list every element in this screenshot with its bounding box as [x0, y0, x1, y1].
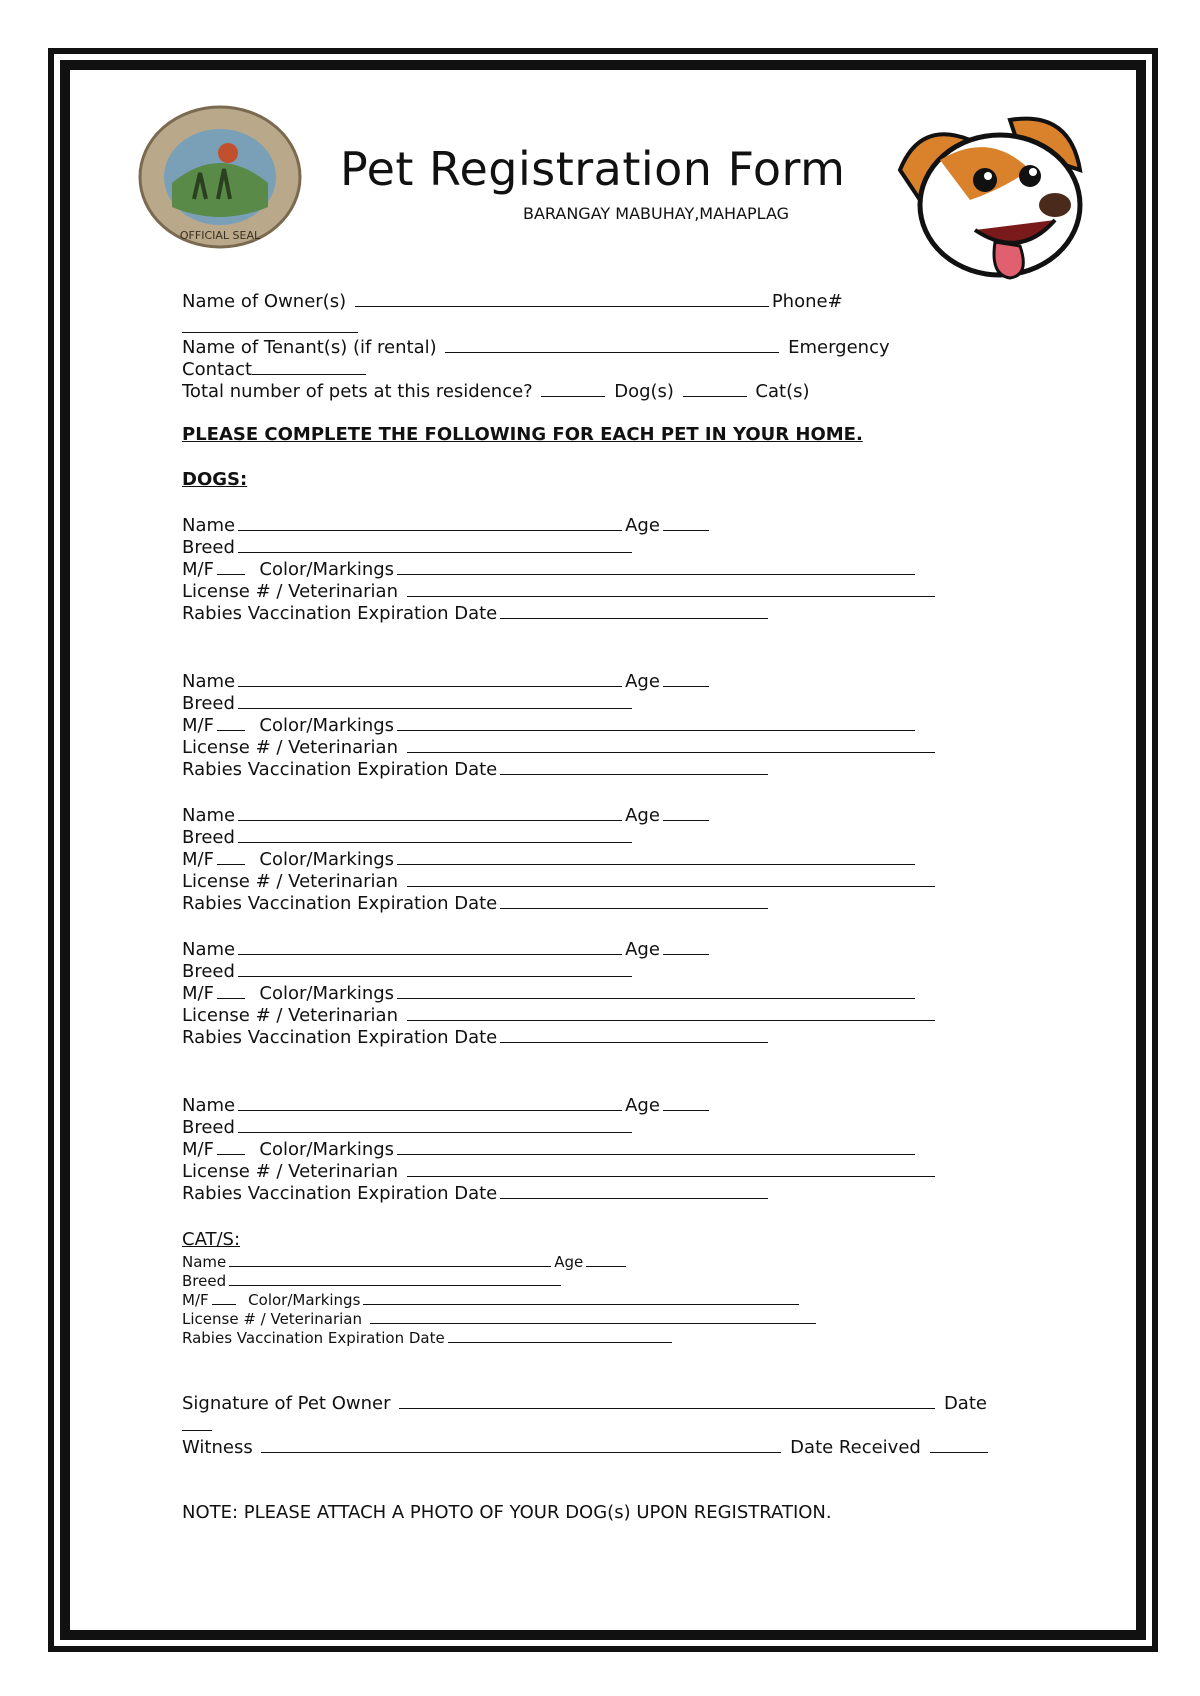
breed-label: Breed — [182, 827, 235, 848]
tenant-field[interactable] — [445, 336, 779, 353]
dog-3-breed-field[interactable] — [238, 826, 632, 843]
dog-5-rabies-row — [182, 1182, 771, 1205]
cat-breed-row — [182, 1272, 564, 1291]
cat-license-field[interactable] — [370, 1310, 816, 1324]
owner-name-field[interactable] — [355, 290, 769, 307]
dog-1-age-field[interactable] — [663, 514, 709, 531]
dog-5-color-field[interactable] — [397, 1138, 915, 1155]
sex-label: M/F — [182, 559, 214, 580]
dog-1-name-row — [182, 514, 712, 537]
name-label: Name — [182, 671, 236, 692]
dog-1-sex-field[interactable] — [217, 558, 245, 575]
license-label: License # / Veterinarian — [182, 581, 398, 602]
breed-label: Breed — [182, 1117, 235, 1138]
color-label: Color/Markings — [259, 715, 395, 736]
color-label: Color/Markings — [259, 1139, 395, 1160]
dogs-heading: DOGS: — [182, 469, 248, 490]
cats-count-field[interactable] — [683, 380, 747, 397]
contact-row — [182, 358, 369, 381]
dog-5-name-field[interactable] — [238, 1094, 622, 1111]
license-label: License # / Veterinarian — [182, 1310, 362, 1328]
dog-5-breed-row — [182, 1116, 635, 1139]
dog-3-license-row — [182, 870, 938, 893]
rabies-label: Rabies Vaccination Expiration Date — [182, 1027, 498, 1048]
dog-4-license-field[interactable] — [407, 1004, 935, 1021]
dog-4-age-field[interactable] — [663, 938, 709, 955]
dog-3-name-field[interactable] — [238, 804, 622, 821]
owner-name-label: Name of Owner(s) — [182, 291, 347, 312]
dog-5-breed-field[interactable] — [238, 1116, 632, 1133]
rabies-label: Rabies Vaccination Expiration Date — [182, 893, 498, 914]
dog-4-rabies-row — [182, 1026, 771, 1049]
dogs-count-label: Dog(s) — [614, 381, 674, 402]
cat-sex-field[interactable] — [212, 1291, 236, 1305]
dog-4-sex-row — [182, 982, 918, 1005]
color-label: Color/Markings — [259, 559, 395, 580]
license-label: License # / Veterinarian — [182, 871, 398, 892]
dog-5-license-field[interactable] — [407, 1160, 935, 1177]
color-label: Color/Markings — [259, 849, 395, 870]
cats-count-label: Cat(s) — [755, 381, 810, 402]
dog-4-name-field[interactable] — [238, 938, 622, 955]
sex-label: M/F — [182, 1291, 209, 1309]
dog-2-license-row — [182, 736, 938, 759]
dog-2-age-field[interactable] — [663, 670, 709, 687]
dog-2-sex-field[interactable] — [217, 714, 245, 731]
cat-license-row — [182, 1310, 819, 1329]
cat-rabies-row — [182, 1329, 675, 1348]
dog-1-license-row — [182, 580, 938, 603]
dog-5-name-row — [182, 1094, 712, 1117]
dog-1-rabies-field[interactable] — [500, 602, 768, 619]
license-label: License # / Veterinarian — [182, 737, 398, 758]
page-subtitle: BARANGAY MABUHAY,MAHAPLAG — [523, 204, 790, 223]
emergency-label: Emergency — [788, 337, 890, 358]
dog-2-name-field[interactable] — [238, 670, 622, 687]
dog-3-name-row — [182, 804, 712, 827]
dog-2-breed-field[interactable] — [238, 692, 632, 709]
svg-text:OFFICIAL SEAL: OFFICIAL SEAL — [179, 229, 261, 242]
color-label: Color/Markings — [248, 1291, 361, 1309]
owner-signature-label: Signature of Pet Owner — [182, 1393, 391, 1414]
cat-color-field[interactable] — [363, 1291, 799, 1305]
official-seal-icon — [132, 103, 308, 255]
dog-5-sex-row — [182, 1138, 918, 1161]
sex-label: M/F — [182, 849, 214, 870]
age-label: Age — [625, 939, 660, 960]
dog-1-color-field[interactable] — [397, 558, 915, 575]
dog-3-rabies-row — [182, 892, 771, 915]
dog-1-sex-row — [182, 558, 918, 581]
dog-2-breed-row — [182, 692, 635, 715]
sex-label: M/F — [182, 715, 214, 736]
cats-heading: CAT/S: — [182, 1229, 241, 1250]
photo-note: NOTE: PLEASE ATTACH A PHOTO OF YOUR DOG(s) UPON REGISTRATION. — [182, 1502, 832, 1523]
sex-label: M/F — [182, 983, 214, 1004]
dog-2-rabies-row — [182, 758, 771, 781]
dog-5-sex-field[interactable] — [217, 1138, 245, 1155]
cat-name-field[interactable] — [229, 1253, 551, 1267]
cartoon-dog-icon — [880, 110, 1100, 290]
owner-signature-row — [182, 1392, 987, 1415]
phone-field[interactable] — [182, 316, 358, 333]
date-received-label: Date Received — [790, 1437, 921, 1458]
cat-name-row — [182, 1253, 629, 1272]
dog-4-sex-field[interactable] — [217, 982, 245, 999]
dogs-count-field[interactable] — [541, 380, 605, 397]
date-field[interactable] — [182, 1414, 212, 1431]
dog-4-color-field[interactable] — [397, 982, 915, 999]
dog-3-age-field[interactable] — [663, 804, 709, 821]
sex-label: M/F — [182, 1139, 214, 1160]
total-pets-label: Total number of pets at this residence? — [182, 381, 533, 402]
witness-row — [182, 1436, 991, 1459]
dog-3-sex-field[interactable] — [217, 848, 245, 865]
tenant-row — [182, 336, 890, 359]
page-title: Pet Registration Form — [340, 142, 846, 196]
dog-2-license-field[interactable] — [407, 736, 935, 753]
age-label: Age — [625, 805, 660, 826]
dog-4-breed-field[interactable] — [238, 960, 632, 977]
name-label: Name — [182, 1253, 227, 1271]
license-label: License # / Veterinarian — [182, 1161, 398, 1182]
cat-breed-field[interactable] — [229, 1272, 561, 1286]
date-label: Date — [943, 1393, 987, 1414]
rabies-label: Rabies Vaccination Expiration Date — [182, 603, 498, 624]
age-label: Age — [554, 1253, 584, 1271]
name-label: Name — [182, 805, 236, 826]
dog-3-rabies-field[interactable] — [500, 892, 768, 909]
date-field-row — [182, 1414, 215, 1437]
date-received-field[interactable] — [930, 1436, 988, 1453]
dog-3-license-field[interactable] — [407, 870, 935, 887]
dog-3-color-field[interactable] — [397, 848, 915, 865]
color-label: Color/Markings — [259, 983, 395, 1004]
dog-5-license-row — [182, 1160, 938, 1183]
witness-label: Witness — [182, 1437, 253, 1458]
contact-label: Contact — [182, 359, 253, 380]
dog-4-rabies-field[interactable] — [500, 1026, 768, 1043]
phone-label: Phone# — [771, 291, 843, 312]
breed-label: Breed — [182, 1272, 227, 1290]
dog-5-rabies-field[interactable] — [500, 1182, 768, 1199]
dog-3-breed-row — [182, 826, 635, 849]
name-label: Name — [182, 939, 236, 960]
dog-1-breed-field[interactable] — [238, 536, 632, 553]
dog-1-breed-row — [182, 536, 635, 559]
name-label: Name — [182, 1095, 236, 1116]
cat-age-field[interactable] — [586, 1253, 626, 1267]
breed-label: Breed — [182, 961, 235, 982]
rabies-label: Rabies Vaccination Expiration Date — [182, 1329, 445, 1347]
dog-3-sex-row — [182, 848, 918, 871]
dog-4-license-row — [182, 1004, 938, 1027]
dog-2-sex-row — [182, 714, 918, 737]
name-label: Name — [182, 515, 236, 536]
dog-1-name-field[interactable] — [238, 514, 622, 531]
tenant-label: Name of Tenant(s) (if rental) — [182, 337, 437, 358]
age-label: Age — [625, 515, 660, 536]
witness-field[interactable] — [261, 1436, 781, 1453]
dog-4-breed-row — [182, 960, 635, 983]
dog-1-license-field[interactable] — [407, 580, 935, 597]
license-label: License # / Veterinarian — [182, 1005, 398, 1026]
dog-2-rabies-field[interactable] — [500, 758, 768, 775]
owner-signature-field[interactable] — [399, 1392, 935, 1409]
rabies-label: Rabies Vaccination Expiration Date — [182, 759, 498, 780]
breed-label: Breed — [182, 693, 235, 714]
total-pets-row — [182, 380, 810, 403]
dog-2-color-field[interactable] — [397, 714, 915, 731]
age-label: Age — [625, 1095, 660, 1116]
cat-sex-row — [182, 1291, 802, 1310]
cat-rabies-field[interactable] — [448, 1329, 672, 1343]
instructions: PLEASE COMPLETE THE FOLLOWING FOR EACH PET IN YOUR HOME. — [182, 424, 863, 445]
owner-name-row — [182, 290, 843, 313]
age-label: Age — [625, 671, 660, 692]
dog-5-age-field[interactable] — [663, 1094, 709, 1111]
breed-label: Breed — [182, 537, 235, 558]
rabies-label: Rabies Vaccination Expiration Date — [182, 1183, 498, 1204]
dog-1-rabies-row — [182, 602, 771, 625]
dog-2-name-row — [182, 670, 712, 693]
emergency-contact-field[interactable] — [252, 358, 366, 375]
dog-4-name-row — [182, 938, 712, 961]
